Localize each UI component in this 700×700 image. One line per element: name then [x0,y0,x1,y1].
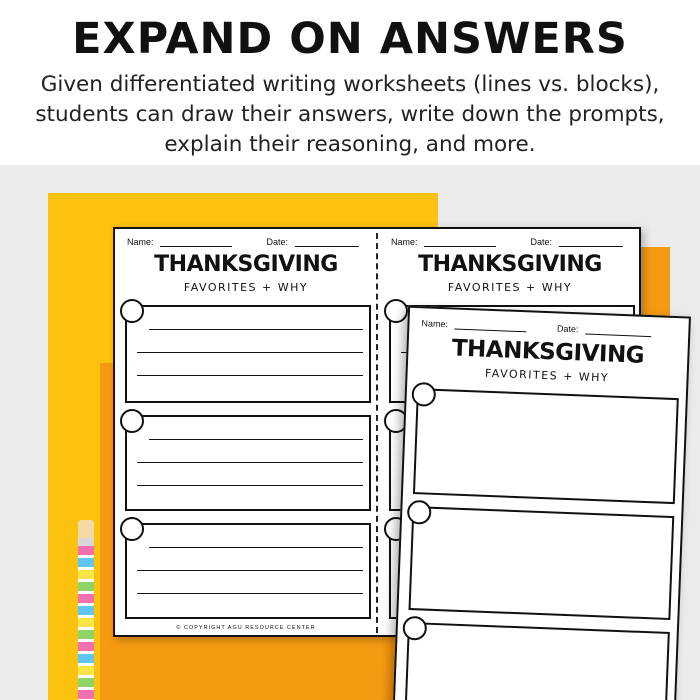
number-circle [120,517,144,541]
writing-line [137,462,363,463]
writing-line [137,375,363,376]
answer-box [125,305,371,403]
writing-line [137,485,363,486]
answer-box [125,415,371,511]
worksheet-title: THANKSGIVING [451,335,645,369]
answer-box [125,523,371,619]
writing-line [149,329,363,330]
name-label: Name: [391,237,418,247]
drawing-box [404,622,670,700]
worksheet-subtitle: FAVORITES + WHY [484,366,610,385]
writing-line [149,439,363,440]
number-circle [384,299,408,323]
pencil-eraser [78,520,94,538]
drawing-box [408,506,674,620]
copyright-text: © COPYRIGHT AGU RESOURCE CENTER [176,625,316,631]
name-date-row [391,237,623,247]
writing-line [137,352,363,353]
name-line [454,321,526,333]
name-date-row [421,318,651,337]
date-line [295,238,359,247]
writing-line [137,570,363,571]
writing-line [149,547,363,548]
writing-line [137,593,363,594]
product-photo [0,165,700,700]
name-date-row [127,237,359,247]
name-label: Name: [127,237,154,247]
worksheet-half-left [115,229,377,635]
block-worksheet [392,306,691,700]
number-circle [120,299,144,323]
worksheet-subtitle: FAVORITES + WHY [183,281,309,294]
headline: EXPAND ON ANSWERS [72,14,628,64]
date-line [559,238,623,247]
pencil-body [78,546,94,700]
number-circle [120,409,144,433]
name-line [160,238,232,247]
header-banner [0,0,700,165]
pencil-ferrule [78,538,94,546]
drawing-box [413,388,679,504]
date-label: Date: [266,237,289,247]
worksheet-title: THANKSGIVING [154,252,338,277]
worksheet-subtitle: FAVORITES + WHY [447,281,573,294]
worksheet-title: THANKSGIVING [418,252,602,277]
name-line [424,238,496,247]
date-label: Date: [530,237,553,247]
date-label: Date: [556,323,579,335]
description-text: Given differentiated writing worksheets (lines vs. blocks), students can draw their answers, write down the prompts, explain their reasoning, and more. [35,72,665,157]
date-line [585,326,651,338]
name-label: Name: [421,318,449,330]
pencil [78,520,94,700]
